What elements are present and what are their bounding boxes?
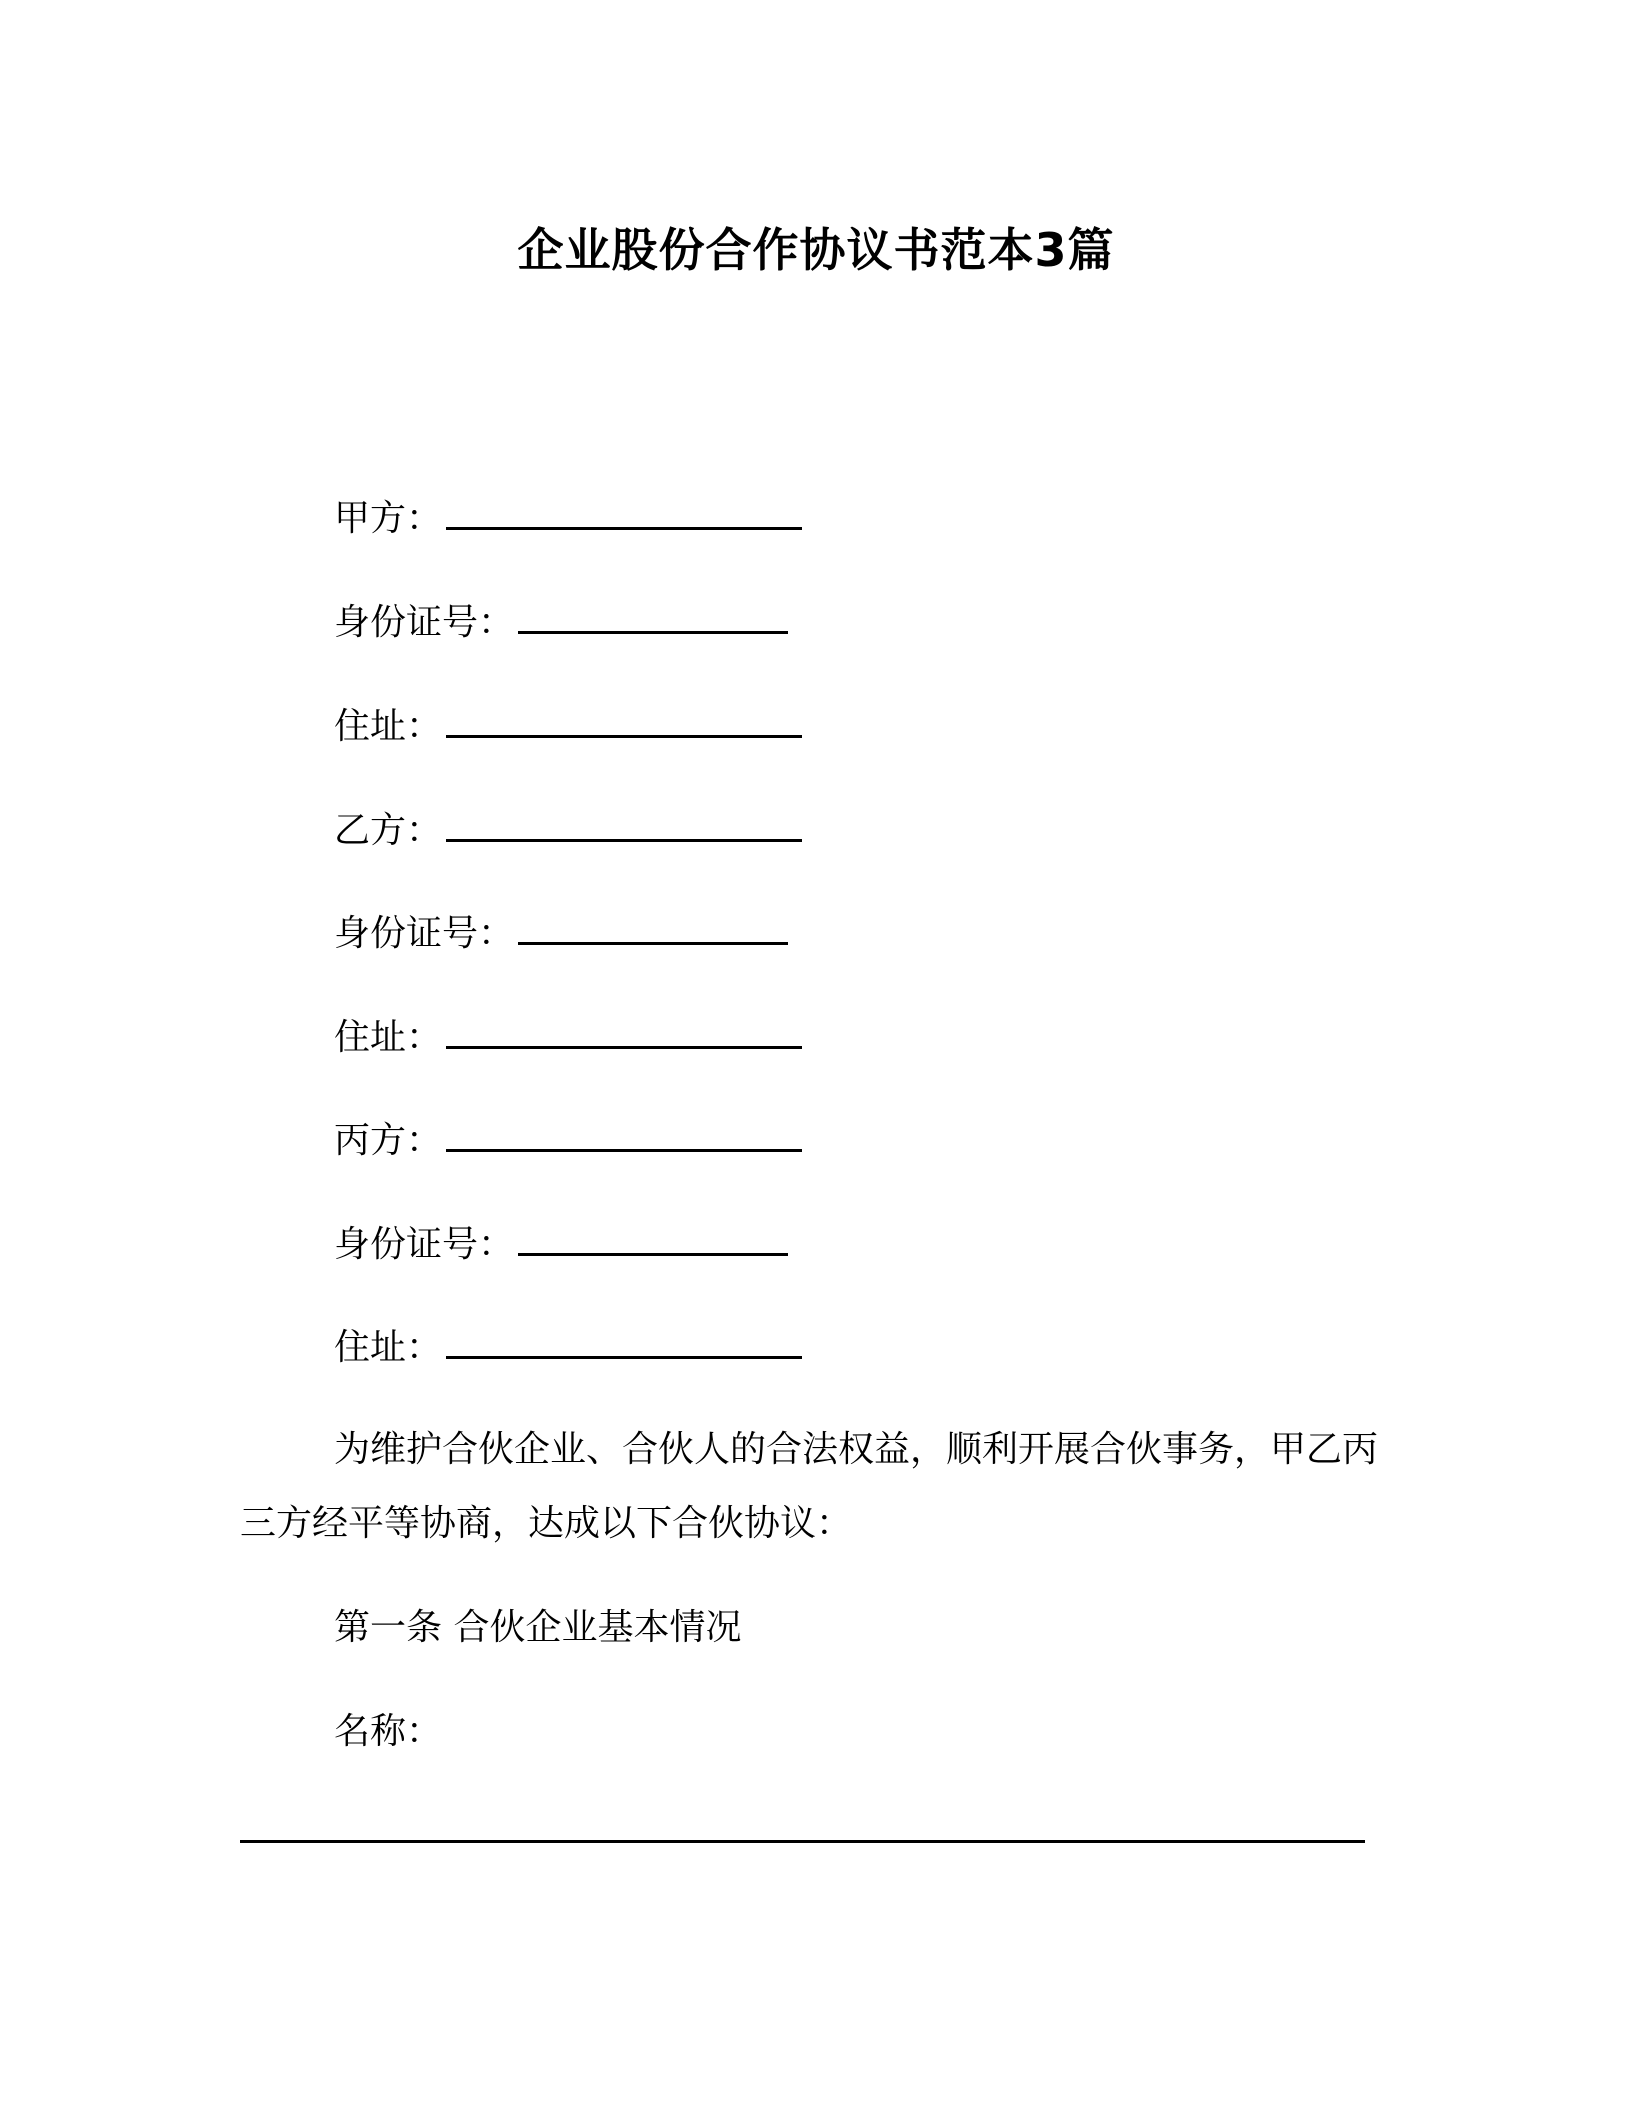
party-c-address-field (334, 1326, 802, 1370)
fill-in-blank[interactable] (446, 809, 802, 842)
field-label: 住址： (334, 1327, 443, 1368)
field-label: 乙方： (334, 810, 443, 851)
party-a-id-field (334, 601, 788, 645)
field-label: 丙方： (334, 1120, 443, 1161)
fill-in-blank[interactable] (446, 1326, 802, 1359)
fill-in-blank[interactable] (518, 1223, 788, 1256)
fill-in-blank[interactable] (446, 497, 802, 530)
field-label: 住址： (334, 706, 443, 747)
field-label: 身份证号： (334, 1224, 515, 1265)
fill-in-blank[interactable] (446, 1119, 802, 1152)
party-b-id-field (334, 912, 788, 956)
field-label: 身份证号： (334, 913, 515, 954)
field-label: 身份证号： (334, 602, 515, 643)
field-label: 甲方： (334, 498, 443, 539)
party-b-address-field (334, 1016, 802, 1060)
clause-heading: 第一条 合伙企业基本情况 (334, 1607, 742, 1648)
fill-in-blank[interactable] (518, 912, 788, 945)
party-b-field (334, 809, 802, 853)
intro-paragraph: 为维护合伙企业、合伙人的合法权益，顺利开展合伙事务，甲乙丙三方经平等协商，达成以下合伙协议： (240, 1429, 1379, 1544)
party-c-id-field (334, 1223, 788, 1267)
fill-in-blank[interactable] (446, 1016, 802, 1049)
party-c-field (334, 1119, 802, 1163)
party-a-address-field (334, 705, 802, 749)
name-label: 名称： (334, 1711, 443, 1752)
fill-in-blank[interactable] (518, 601, 788, 634)
document-title: 企业股份合作协议书范本3篇 (517, 223, 1115, 277)
name-fill-in-line[interactable] (240, 1840, 1365, 1843)
fill-in-blank[interactable] (446, 705, 802, 738)
party-a-field (334, 497, 802, 541)
field-label: 住址： (334, 1017, 443, 1058)
